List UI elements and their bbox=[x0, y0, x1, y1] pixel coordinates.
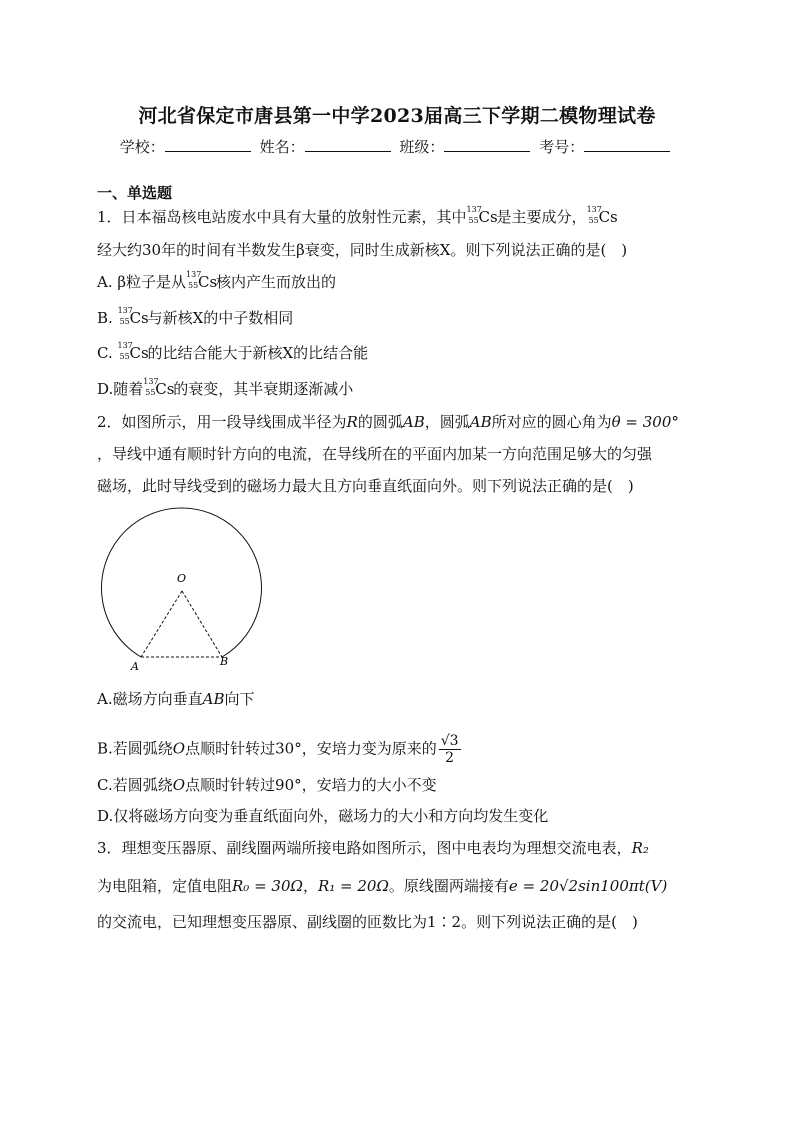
arc-figure bbox=[97, 504, 265, 674]
q1-option-d[interactable] bbox=[97, 379, 353, 399]
exam-number-blank[interactable] bbox=[584, 137, 670, 152]
q3-stem-line1 bbox=[97, 838, 649, 858]
q2-text-b: 的圆弧 bbox=[357, 413, 403, 431]
element-symbol: Cs bbox=[198, 273, 218, 291]
r0-value: R₀ = 30Ω bbox=[232, 877, 303, 895]
r1-value: R₁ = 20Ω bbox=[317, 877, 389, 895]
name-blank[interactable] bbox=[305, 137, 391, 152]
point-label-a: A bbox=[131, 660, 139, 673]
section-heading: 一、单选题 bbox=[97, 184, 173, 202]
q1-text-a: 1．日本福岛核电站废水中具有大量的放射性元素，其中 bbox=[97, 208, 467, 226]
page-title: 河北省保定市唐县第一中学2023届高三下学期二模物理试卷 bbox=[138, 105, 656, 127]
q1-option-d-text-a: D.随着 bbox=[97, 380, 144, 398]
q1-option-c-text-b: 的比结合能大于新核X的比结合能 bbox=[147, 344, 369, 362]
q2-stem-line1 bbox=[97, 412, 679, 432]
q2-option-a[interactable] bbox=[97, 689, 254, 709]
arc-ab-symbol: AB bbox=[402, 413, 425, 431]
atomic-number: 55 bbox=[119, 352, 130, 361]
q2-option-c-text-b: 点顺时针转过90°，安培力的大小不变 bbox=[185, 776, 437, 794]
fraction-denominator: 2 bbox=[445, 750, 455, 766]
r2-symbol: R₂ bbox=[631, 839, 649, 857]
mass-number: 137 bbox=[117, 306, 133, 315]
q2-text-d: 所对应的圆心角为 bbox=[491, 413, 612, 431]
q1-option-a[interactable] bbox=[97, 272, 336, 292]
mass-number: 137 bbox=[586, 205, 602, 214]
radius-symbol: R bbox=[346, 413, 358, 431]
center-symbol: O bbox=[172, 739, 186, 758]
q1-option-b[interactable] bbox=[97, 308, 293, 328]
cs137-nuclide bbox=[118, 308, 148, 328]
atomic-number: 55 bbox=[468, 216, 479, 225]
q1-stem-line2: 经大约30年的时间有半数发生β衰变，同时生成新核X。则下列说法正确的是( ) bbox=[97, 241, 628, 259]
q2-stem-line3: 磁场，此时导线受到的磁场力最大且方向垂直纸面向外。则下列说法正确的是( ) bbox=[97, 477, 634, 495]
cs137-nuclide bbox=[467, 207, 497, 227]
q3-separator: ， bbox=[302, 877, 318, 895]
arc-ab-symbol: AB bbox=[469, 413, 492, 431]
center-label-o: O bbox=[177, 572, 187, 585]
q1-text-b: 是主要成分， bbox=[496, 208, 587, 226]
q2-text-a: 2．如图所示，用一段导线围成半径为 bbox=[97, 413, 347, 431]
q2-stem-line2: ，导线中通有顺时针方向的电流，在导线所在的平面内加某一方向范围足够大的匀强 bbox=[97, 445, 653, 463]
q2-option-b-text-a: B.若圆弧绕 bbox=[97, 739, 173, 758]
q2-text-c: ，圆弧 bbox=[424, 413, 470, 431]
q2-option-a-text-b: 向下 bbox=[224, 690, 255, 708]
q3-stem-line3: 的交流电，已知理想变压器原、副线圈的匝数比为1∶2。则下列说法正确的是( ) bbox=[97, 913, 638, 931]
mass-number: 137 bbox=[117, 341, 133, 350]
cs137-nuclide bbox=[143, 379, 173, 399]
cs137-nuclide bbox=[117, 343, 147, 363]
q1-option-d-text-b: 的衰变，其半衰期逐渐减小 bbox=[173, 380, 354, 398]
atomic-number: 55 bbox=[145, 388, 156, 397]
q2-option-d[interactable]: D.仅将磁场方向变为垂直纸面向外，磁场力的大小和方向均发生变化 bbox=[97, 807, 549, 825]
student-info-row bbox=[0, 136, 794, 157]
element-symbol: Cs bbox=[129, 309, 149, 327]
mass-number: 137 bbox=[143, 377, 159, 386]
point-label-b: B bbox=[220, 655, 229, 668]
element-symbol: Cs bbox=[478, 208, 498, 226]
cs137-nuclide bbox=[587, 207, 617, 227]
school-blank[interactable] bbox=[165, 137, 251, 152]
mass-number: 137 bbox=[466, 205, 482, 214]
mass-number: 137 bbox=[186, 270, 202, 279]
name-label: 姓名： bbox=[259, 138, 305, 156]
radius-line-oa bbox=[141, 591, 182, 657]
center-symbol: O bbox=[172, 776, 186, 794]
sqrt3-over-2-fraction bbox=[439, 733, 461, 766]
q3-text-a: 3．理想变压器原、副线圈两端所接电路如图所示，图中电表均为理想交流电表， bbox=[97, 839, 632, 857]
theta-value: θ = 300° bbox=[611, 413, 679, 431]
q2-option-c-text-a: C.若圆弧绕 bbox=[97, 776, 173, 794]
fraction-numerator: √3 bbox=[440, 733, 459, 749]
arc-ab-symbol: AB bbox=[202, 690, 225, 708]
q1-option-c-text-a: C. bbox=[97, 344, 118, 362]
class-blank[interactable] bbox=[444, 137, 530, 152]
q2-option-b[interactable] bbox=[97, 733, 461, 766]
class-label: 班级： bbox=[399, 138, 445, 156]
q1-option-c[interactable] bbox=[97, 343, 368, 363]
element-symbol: Cs bbox=[155, 380, 175, 398]
element-symbol: Cs bbox=[129, 344, 149, 362]
q1-stem-line1 bbox=[97, 207, 617, 227]
element-symbol: Cs bbox=[598, 208, 618, 226]
q1-option-a-text-b: 核内产生而放出的 bbox=[216, 273, 337, 291]
q3-stem-line2 bbox=[97, 876, 667, 896]
q1-option-b-text-a: B. bbox=[97, 309, 118, 327]
atomic-number: 55 bbox=[188, 281, 199, 290]
atomic-number: 55 bbox=[119, 317, 130, 326]
q3-text-c: 。原线圈两端接有 bbox=[388, 877, 509, 895]
cs137-nuclide bbox=[186, 272, 216, 292]
emf-expression: e = 20√2sin100πt(V) bbox=[508, 877, 668, 895]
school-label: 学校： bbox=[119, 138, 165, 156]
atomic-number: 55 bbox=[588, 216, 599, 225]
q3-text-b: 为电阻箱，定值电阻 bbox=[97, 877, 233, 895]
q1-option-a-text-a: A. β粒子是从 bbox=[97, 273, 187, 291]
q2-option-b-text-b: 点顺时针转过30°，安培力变为原来的 bbox=[185, 739, 437, 758]
q1-option-b-text-b: 与新核X的中子数相同 bbox=[147, 309, 294, 327]
q2-option-a-text-a: A.磁场方向垂直 bbox=[97, 690, 203, 708]
radius-line-ob bbox=[182, 591, 222, 657]
exam-number-label: 考号： bbox=[539, 138, 585, 156]
q2-option-c[interactable] bbox=[97, 775, 437, 795]
